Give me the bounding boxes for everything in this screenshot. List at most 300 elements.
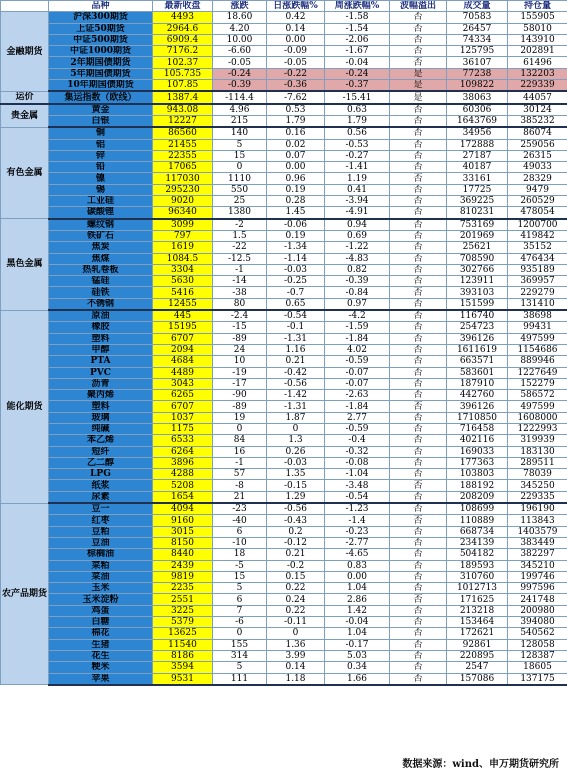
table-row [1,162,567,173]
cell-week-pct: 5.03 [325,650,390,661]
instrument-name: 上证50期货 [49,23,153,34]
cell-volume: 169033 [447,446,508,457]
category-label: 有色金属 [1,127,49,218]
cell-volume: 123911 [447,276,508,287]
instrument-name: PTA [49,356,153,367]
cell-oi: 1608000 [508,412,567,423]
cell-volume: 38063 [447,91,508,103]
cell-oi: 319939 [508,435,567,446]
cell-change: 6 [213,526,267,537]
cell-volume: 504182 [447,549,508,560]
cell-change: 25 [213,196,267,207]
cell-change: 550 [213,184,267,195]
cell-overflow: 否 [390,583,447,594]
cell-overflow: 否 [390,23,447,34]
cell-change: -40 [213,515,267,526]
cell-change: -5 [213,560,267,571]
table-row [1,310,567,322]
instrument-name: 硅铁 [49,287,153,298]
cell-week-pct: 0.41 [325,184,390,195]
cell-overflow: 否 [390,264,447,275]
cell-overflow: 否 [390,333,447,344]
cell-week-pct: 0.97 [325,298,390,310]
cell-change: 84 [213,435,267,446]
cell-overflow: 否 [390,378,447,389]
column-header: 日涨跌幅% [267,1,325,12]
cell-overflow: 否 [390,537,447,548]
cell-oi: 394080 [508,617,567,628]
cell-day-pct: 0.07 [267,150,325,161]
cell-week-pct: 1.66 [325,673,390,685]
cell-day-pct: -0.12 [267,537,325,548]
cell-week-pct: -4.2 [325,310,390,322]
cell-oi: 497599 [508,401,567,412]
cell-close: 9531 [153,673,213,685]
cell-oi: 497599 [508,333,567,344]
cell-close: 96340 [153,207,213,219]
table-row [1,150,567,161]
cell-close: 4288 [153,469,213,480]
cell-overflow: 否 [390,515,447,526]
cell-overflow: 否 [390,196,447,207]
cell-overflow: 否 [390,12,447,23]
cell-close: 8440 [153,549,213,560]
cell-day-pct: 1.45 [267,207,325,219]
cell-day-pct: 0.02 [267,139,325,150]
table-row [1,68,567,79]
cell-week-pct: -4.83 [325,253,390,264]
cell-week-pct: -0.37 [325,80,390,92]
cell-overflow: 否 [390,650,447,661]
cell-week-pct: -2.63 [325,390,390,401]
instrument-name: 生猪 [49,639,153,650]
cell-volume: 753169 [447,219,508,231]
cell-oi: 1222993 [508,423,567,434]
category-label: 金融期货 [1,12,49,92]
table-row [1,344,567,355]
cell-close: 4493 [153,12,213,23]
table-row [1,104,567,116]
table-row [1,333,567,344]
cell-close: 7176.2 [153,46,213,57]
table-row [1,605,567,616]
cell-close: 11540 [153,639,213,650]
cell-week-pct: -0.27 [325,150,390,161]
cell-change: -19 [213,367,267,378]
cell-week-pct: -0.59 [325,356,390,367]
cell-day-pct: -0.42 [267,367,325,378]
cell-close: 8150 [153,537,213,548]
cell-oi: 419842 [508,230,567,241]
instrument-name: 短纤 [49,446,153,457]
cell-change: 10 [213,356,267,367]
cell-change: 5 [213,583,267,594]
instrument-name: 不锈钢 [49,298,153,310]
cell-close: 22355 [153,150,213,161]
table-row [1,503,567,515]
instrument-name: 棉花 [49,628,153,639]
cell-oi: 86074 [508,127,567,139]
cell-day-pct: -0.2 [267,560,325,571]
instrument-name: 焦炭 [49,242,153,253]
instrument-name: 10年期国债期货 [49,80,153,92]
instrument-name: 红枣 [49,515,153,526]
cell-change: 18.60 [213,12,267,23]
cell-close: 3043 [153,378,213,389]
cell-overflow: 是 [390,91,447,103]
table-row [1,401,567,412]
cell-volume: 810231 [447,207,508,219]
cell-week-pct: -4.65 [325,549,390,560]
cell-oi: 183130 [508,446,567,457]
cell-day-pct: 1.3 [267,435,325,446]
cell-change: -89 [213,333,267,344]
instrument-name: 白糖 [49,617,153,628]
cell-day-pct: 0.00 [267,162,325,173]
cell-volume: 188192 [447,480,508,491]
cell-close: 797 [153,230,213,241]
cell-change: 4.96 [213,104,267,116]
cell-day-pct: 0.15 [267,571,325,582]
table-row [1,322,567,333]
table-row [1,469,567,480]
cell-week-pct: 2.77 [325,412,390,423]
table-row [1,23,567,34]
cell-change: -6 [213,617,267,628]
cell-week-pct: 1.42 [325,605,390,616]
cell-overflow: 否 [390,457,447,468]
cell-overflow: 否 [390,469,447,480]
column-header [1,1,49,12]
cell-oi: 1227649 [508,367,567,378]
instrument-name: 铁矿石 [49,230,153,241]
column-header: 周涨跌幅% [325,1,390,12]
cell-oi: 229339 [508,80,567,92]
category-label: 黑色金属 [1,219,49,310]
cell-week-pct: -0.24 [325,68,390,79]
table-row [1,412,567,423]
cell-volume: 302766 [447,264,508,275]
column-header: 品种 [49,1,153,12]
cell-week-pct: -1.54 [325,23,390,34]
cell-oi: 44057 [508,91,567,103]
cell-overflow: 否 [390,356,447,367]
cell-close: 17065 [153,162,213,173]
cell-week-pct: -4.91 [325,207,390,219]
cell-day-pct: -0.43 [267,515,325,526]
cell-oi: 99431 [508,322,567,333]
instrument-name: 乙二醇 [49,457,153,468]
cell-close: 3015 [153,526,213,537]
cell-day-pct: 1.79 [267,115,325,127]
instrument-name: 花生 [49,650,153,661]
cell-oi: 289511 [508,457,567,468]
cell-overflow: 否 [390,298,447,310]
cell-day-pct: 0.19 [267,230,325,241]
cell-oi: 38698 [508,310,567,322]
cell-close: 5208 [153,480,213,491]
cell-close: 9020 [153,196,213,207]
cell-day-pct: -7.62 [267,91,325,103]
column-header: 持仓量 [508,1,567,12]
cell-change: 1.5 [213,230,267,241]
cell-change: 18 [213,549,267,560]
cell-day-pct: 0.22 [267,583,325,594]
cell-day-pct: 3.99 [267,650,325,661]
cell-change: -17 [213,378,267,389]
table-row [1,242,567,253]
cell-volume: 110889 [447,515,508,526]
cell-day-pct: 0.28 [267,196,325,207]
cell-week-pct: -1.23 [325,503,390,515]
table-row [1,12,567,23]
cell-change: 10.00 [213,34,267,45]
cell-oi: 478054 [508,207,567,219]
cell-day-pct: 0.24 [267,594,325,605]
instrument-name: 白银 [49,115,153,127]
header-row [1,1,567,12]
cell-week-pct: 0.83 [325,560,390,571]
table-row [1,628,567,639]
cell-change: -1 [213,264,267,275]
cell-close: 6533 [153,435,213,446]
cell-week-pct: -0.4 [325,435,390,446]
cell-overflow: 否 [390,673,447,685]
cell-change: -22 [213,242,267,253]
cell-close: 107.85 [153,80,213,92]
table-row [1,673,567,685]
table-row [1,526,567,537]
table-row [1,264,567,275]
cell-volume: 393103 [447,287,508,298]
cell-overflow: 否 [390,57,447,68]
cell-day-pct: 0.22 [267,605,325,616]
cell-change: 5 [213,662,267,673]
instrument-name: 焦煤 [49,253,153,264]
cell-day-pct: 0.14 [267,662,325,673]
cell-volume: 33161 [447,173,508,184]
cell-close: 2094 [153,344,213,355]
cell-day-pct: 0.21 [267,549,325,560]
cell-day-pct: -1.34 [267,242,325,253]
cell-volume: 108699 [447,503,508,515]
instrument-name: 铝 [49,139,153,150]
cell-oi: 113843 [508,515,567,526]
cell-week-pct: -0.23 [325,526,390,537]
cell-overflow: 否 [390,173,447,184]
instrument-name: 豆一 [49,503,153,515]
cell-overflow: 否 [390,115,447,127]
cell-close: 295230 [153,184,213,195]
cell-volume: 234139 [447,537,508,548]
cell-oi: 1154686 [508,344,567,355]
cell-overflow: 否 [390,594,447,605]
cell-close: 5630 [153,276,213,287]
cell-week-pct: -1.59 [325,322,390,333]
cell-day-pct: -1.42 [267,390,325,401]
cell-volume: 220895 [447,650,508,661]
cell-volume: 442760 [447,390,508,401]
cell-close: 6707 [153,401,213,412]
cell-day-pct: -0.54 [267,310,325,322]
cell-overflow: 否 [390,526,447,537]
cell-day-pct: -0.22 [267,68,325,79]
cell-week-pct: 1.04 [325,583,390,594]
instrument-name: 集运指数（欧线） [49,91,153,103]
cell-close: 3225 [153,605,213,616]
cell-overflow: 否 [390,446,447,457]
instrument-name: 豆粕 [49,526,153,537]
cell-change: 6 [213,594,267,605]
table-row [1,423,567,434]
cell-volume: 668734 [447,526,508,537]
cell-overflow: 否 [390,662,447,673]
cell-week-pct: 0.00 [325,571,390,582]
cell-oi: 260529 [508,196,567,207]
cell-week-pct: -1.84 [325,333,390,344]
cell-day-pct: -0.05 [267,57,325,68]
instrument-name: 塑料 [49,333,153,344]
cell-day-pct: 0.00 [267,34,325,45]
instrument-name: 热轧卷板 [49,264,153,275]
cell-day-pct: -0.25 [267,276,325,287]
table-row [1,173,567,184]
cell-change: -10 [213,537,267,548]
instrument-name: 碳酸锂 [49,207,153,219]
cell-day-pct: -0.7 [267,287,325,298]
cell-volume: 103803 [447,469,508,480]
cell-change: 140 [213,127,267,139]
cell-overflow: 否 [390,503,447,515]
cell-day-pct: 0.96 [267,173,325,184]
cell-change: -8 [213,480,267,491]
cell-change: 0 [213,423,267,434]
table-row [1,127,567,139]
cell-oi: 152279 [508,378,567,389]
cell-close: 117030 [153,173,213,184]
instrument-name: 锰硅 [49,276,153,287]
cell-oi: 202891 [508,46,567,57]
cell-change: 4.20 [213,23,267,34]
cell-day-pct: -1.31 [267,401,325,412]
cell-week-pct: -1.4 [325,515,390,526]
cell-oi: 997596 [508,583,567,594]
cell-oi: 58010 [508,23,567,34]
cell-volume: 1710850 [447,412,508,423]
cell-day-pct: 0.65 [267,298,325,310]
cell-overflow: 否 [390,605,447,616]
cell-week-pct: -1.41 [325,162,390,173]
cell-change: 5 [213,139,267,150]
instrument-name: 苯乙烯 [49,435,153,446]
cell-change: -1 [213,457,267,468]
instrument-name: LPG [49,469,153,480]
cell-oi: 1403579 [508,526,567,537]
cell-overflow: 否 [390,322,447,333]
cell-overflow: 否 [390,242,447,253]
cell-day-pct: 1.87 [267,412,325,423]
cell-volume: 171625 [447,594,508,605]
cell-volume: 34956 [447,127,508,139]
instrument-name: 铜 [49,127,153,139]
cell-change: 16 [213,446,267,457]
cell-close: 3099 [153,219,213,231]
cell-close: 3594 [153,662,213,673]
cell-volume: 1611619 [447,344,508,355]
cell-volume: 36107 [447,57,508,68]
cell-day-pct: 0.42 [267,12,325,23]
cell-close: 1084.5 [153,253,213,264]
column-header: 波幅溢出 [390,1,447,12]
cell-day-pct: 0.16 [267,127,325,139]
cell-day-pct: 1.16 [267,344,325,355]
instrument-name: 锡 [49,184,153,195]
cell-close: 2551 [153,594,213,605]
cell-oi: 1200700 [508,219,567,231]
table-row [1,650,567,661]
cell-close: 5379 [153,617,213,628]
instrument-name: 纸浆 [49,480,153,491]
cell-day-pct: -0.03 [267,264,325,275]
cell-volume: 27187 [447,150,508,161]
cell-day-pct: -0.1 [267,322,325,333]
cell-oi: 229335 [508,491,567,503]
cell-close: 2964.6 [153,23,213,34]
cell-oi: 200980 [508,605,567,616]
cell-close: 13625 [153,628,213,639]
cell-overflow: 否 [390,571,447,582]
cell-day-pct: -0.03 [267,457,325,468]
cell-week-pct: -0.59 [325,423,390,434]
table-row [1,515,567,526]
cell-volume: 396126 [447,401,508,412]
cell-overflow: 是 [390,68,447,79]
cell-oi: 196190 [508,503,567,515]
cell-oi: 128058 [508,639,567,650]
cell-close: 4094 [153,503,213,515]
cell-oi: 345250 [508,480,567,491]
cell-oi: 143910 [508,34,567,45]
cell-close: 6264 [153,446,213,457]
cell-overflow: 否 [390,276,447,287]
instrument-name: 玻璃 [49,412,153,423]
cell-day-pct: 0 [267,628,325,639]
cell-day-pct: -0.11 [267,617,325,628]
instrument-name: 沪深300期货 [49,12,153,23]
cell-oi: 935189 [508,264,567,275]
cell-volume: 187910 [447,378,508,389]
cell-close: 5416 [153,287,213,298]
cell-change: 57 [213,469,267,480]
cell-change: -38 [213,287,267,298]
cell-day-pct: 1.35 [267,469,325,480]
table-row [1,617,567,628]
category-label: 运价 [1,91,49,103]
cell-overflow: 否 [390,344,447,355]
cell-week-pct: -15.41 [325,91,390,103]
instrument-name: 2年期国债期货 [49,57,153,68]
cell-overflow: 否 [390,310,447,322]
cell-close: 2235 [153,583,213,594]
instrument-name: 中证1000期货 [49,46,153,57]
cell-volume: 70583 [447,12,508,23]
cell-change: -14 [213,276,267,287]
table-row [1,91,567,103]
instrument-name: 粳米 [49,662,153,673]
cell-close: 9819 [153,571,213,582]
cell-close: 12455 [153,298,213,310]
instrument-name: 中证500期货 [49,34,153,45]
